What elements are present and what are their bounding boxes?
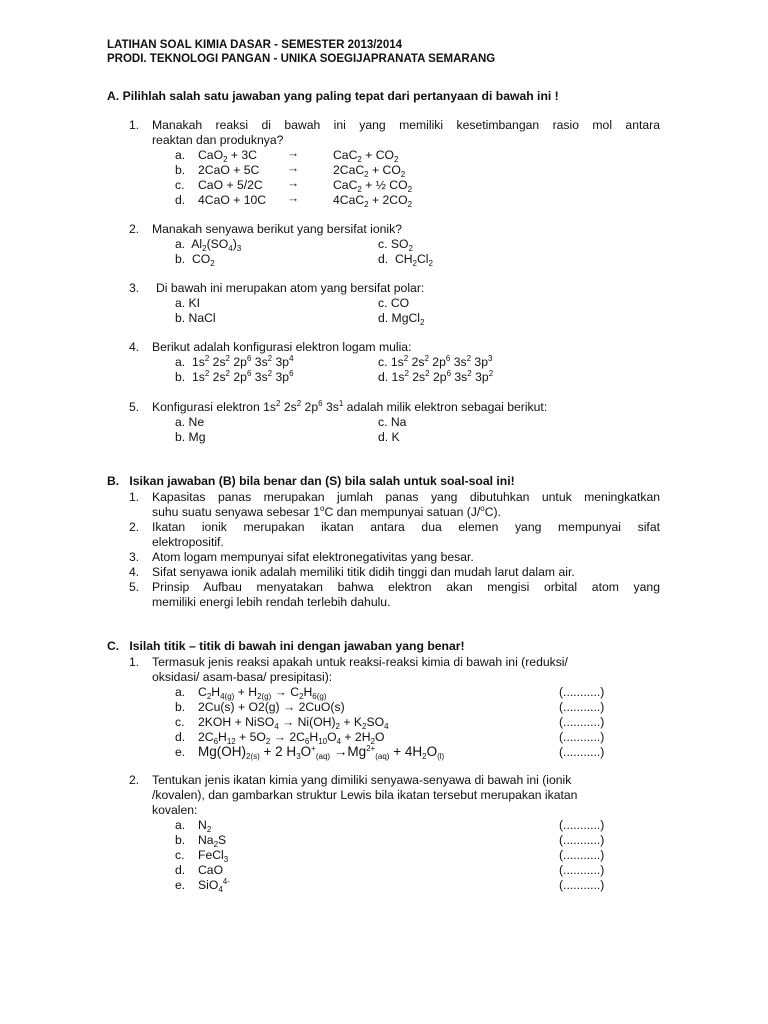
c-q2-letter-c: c. [175, 848, 185, 862]
b-item-5-line2: memiliki energi lebih rendah terlebih dahulu. [152, 595, 391, 609]
a-q3-opt-b: b. NaCl [175, 311, 216, 325]
a-q4-number: 4. [129, 340, 140, 354]
c-q1-blank-e[interactable]: (...........) [559, 745, 605, 759]
c-q2-compound-e: SiO$_4^{4-}$ [198, 877, 230, 894]
c-q1-reaction-b: 2Cu(s) + O2(g) → 2CuO(s) [198, 700, 345, 714]
a-q2-opt-c: c. $SO_2$ [378, 237, 413, 253]
c-q2-letter-e: e. [175, 878, 186, 892]
a-q3-opt-c: c. CO [378, 296, 410, 310]
a-q2-opt-d: d. $CH_2Cl_2$ [378, 252, 433, 268]
c-q1-letter-e: e. [175, 745, 186, 759]
a-q1-opt-b-reactant: 2CaO + 5C [198, 163, 260, 177]
header-line-2: PRODI. TEKNOLOGI PANGAN - UNIKA SOEGIJAPRANATA SEMARANG [107, 53, 496, 65]
a-q1-opt-d-reactant: 4CaO + 10C [198, 193, 267, 207]
a-q1-opt-b-letter: b. [175, 163, 186, 177]
a-q5-opt-c: c. Na [378, 415, 407, 429]
b-item-5-number: 5. [129, 580, 140, 594]
a-q5-opt-a: a. Ne [175, 415, 205, 429]
c-q2-compound-a: $N_2$ [198, 818, 212, 834]
c-q2-blank-a[interactable]: (...........) [559, 818, 605, 832]
a-q2-text: Manakah senyawa berikut yang bersifat ionik? [152, 222, 402, 236]
a-q1-opt-b-product: $2CaC_2 + CO_2$ [333, 163, 406, 179]
a-q1-number: 1. [129, 118, 140, 132]
a-q5-opt-d: d. K [378, 430, 400, 444]
a-q1-line1: Manakah reaksi di bawah ini yang memiliki kesetimbangan rasio mol antara [152, 118, 660, 132]
c-q1-reaction-c: 2KOH + NiSO$_4$ → $Ni(OH)_2 + K_2SO_4$ [198, 715, 389, 731]
b-item-1-line2: suhu suatu senyawa sebesar 1$^o$C dan mempunyai satuan (J/$^o$C). [152, 504, 501, 519]
c-q1-letter-a: a. [175, 685, 186, 699]
a-q1-line2: reaktan dan produknya? [152, 133, 284, 147]
b-item-3-number: 3. [129, 550, 140, 564]
arrow-icon: → [287, 191, 300, 205]
c-q1-blank-b[interactable]: (...........) [559, 700, 605, 714]
a-q1-opt-c-reactant: CaO + 5/2C [198, 178, 263, 192]
c-q1-reaction-e: $Mg(OH)_{2(s)} + 2$ $H_3O^+_{(aq)} \to Mg^{2+}_{(aq)} + 4H_2O_{(l)}$ [198, 744, 445, 761]
a-q2-opt-b: b. $CO_2$ [175, 252, 215, 268]
b-item-4-line1: Sifat senyawa ionik adalah memiliki titik didih tinggi dan mudah larut dalam air. [152, 565, 575, 579]
c-q1-number: 1. [129, 655, 140, 669]
c-q1-letter-d: d. [175, 730, 186, 744]
c-q2-compound-d: CaO [198, 863, 224, 877]
b-item-1-line1: Kapasitas panas merupakan jumlah panas yang dibutuhkan untuk meningkatkan [152, 490, 660, 504]
a-q1-opt-c-letter: c. [175, 178, 185, 192]
a-q4-opt-b: b. $1s^2$ $2s^2$ $2p^6$ $3s^2$ $3p^6$ [175, 369, 294, 384]
c-q1-blank-a[interactable]: (...........) [559, 685, 605, 699]
c-q1-letter-c: c. [175, 715, 185, 729]
c-q2-letter-d: d. [175, 863, 186, 877]
c-q2-compound-b: $Na_2S$ [198, 833, 227, 849]
a-q5-opt-b: b. Mg [175, 430, 206, 444]
b-item-2-line1: Ikatan ionik merupakan ikatan antara dua elemen yang mempunyai sifat [152, 520, 660, 534]
a-q1-opt-a-reactant: CaO$_2$ + 3C [198, 148, 257, 164]
section-b-title: B. Isikan jawaban (B) bila benar dan (S) bila salah untuk soal-soal ini! [107, 474, 515, 488]
arrow-icon: → [287, 146, 300, 160]
b-item-3-line1: Atom logam mempunyai sifat elektronegativitas yang besar. [152, 550, 474, 564]
c-q2-number: 2. [129, 773, 140, 787]
a-q2-number: 2. [129, 222, 140, 236]
b-item-1-number: 1. [129, 490, 140, 504]
a-q3-opt-d: d. MgCl$_2$ [378, 311, 425, 327]
b-item-4-number: 4. [129, 565, 140, 579]
c-q2-blank-e[interactable]: (...........) [559, 878, 605, 892]
c-q2-line1: Tentukan jenis ikatan kimia yang dimiliki senyawa-senyawa di bawah ini (ionik [152, 773, 572, 787]
c-q1-reaction-a: $C_2H_{4(g)} + H_{2(g)} \to C_2H_{6(g)}$ [198, 685, 327, 701]
a-q1-opt-c-product: CaC$_2$ + ½ $CO_2$ [333, 178, 413, 194]
c-q2-blank-d[interactable]: (...........) [559, 863, 605, 877]
a-q1-opt-d-product: $4CaC_2 + 2CO_2$ [333, 193, 413, 209]
c-q2-blank-c[interactable]: (...........) [559, 848, 605, 862]
c-q2-blank-b[interactable]: (...........) [559, 833, 605, 847]
a-q3-number: 3. [129, 281, 140, 295]
c-q1-line2: oksidasi/ asam-basa/ presipitasi): [152, 670, 333, 684]
c-q2-letter-a: a. [175, 818, 186, 832]
a-q2-opt-a: a. $Al_2(SO_4)_3$ [175, 237, 242, 253]
a-q3-text: Di bawah ini merupakan atom yang bersifat polar: [156, 281, 425, 295]
a-q5-text: Konfigurasi elektron $1s^2$ $2s^2$ $2p^6$ $3s^1$ adalah milik elektron sebagai berikut: [152, 399, 548, 414]
c-q1-blank-c[interactable]: (...........) [559, 715, 605, 729]
b-item-2-line2: elektropositif. [152, 535, 224, 549]
c-q1-line1: Termasuk jenis reaksi apakah untuk reaksi-reaksi kimia di bawah ini (reduksi/ [152, 655, 568, 669]
header-line-1: LATIHAN SOAL KIMIA DASAR - SEMESTER 2013/2014 [107, 39, 403, 51]
c-q2-compound-c: FeCl$_3$ [198, 848, 229, 864]
a-q4-text: Berikut adalah konfigurasi elektron logam mulia: [152, 340, 412, 354]
c-q1-reaction-d: $2C_6H_{12} + 5O_2 \to 2C_6H_{10}O_4 + 2H_2O$ [198, 730, 385, 746]
arrow-icon: → [287, 161, 300, 175]
c-q1-letter-b: b. [175, 700, 186, 714]
c-q2-letter-b: b. [175, 833, 186, 847]
c-q2-line3: kovalen: [152, 803, 198, 817]
c-q1-blank-d[interactable]: (...........) [559, 730, 605, 744]
section-a-title: A. Pilihlah salah satu jawaban yang paling tepat dari pertanyaan di bawah ini ! [107, 89, 559, 103]
b-item-2-number: 2. [129, 520, 140, 534]
a-q1-opt-a-product: $CaC_2 + CO_2$ [333, 148, 399, 164]
section-c-title: C. Isilah titik – titik di bawah ini dengan jawaban yang benar! [107, 639, 465, 653]
a-q1-opt-d-letter: d. [175, 193, 186, 207]
b-item-5-line1: Prinsip Aufbau menyatakan bahwa elektron akan mengisi orbital atom yang [152, 580, 660, 594]
a-q5-number: 5. [129, 400, 140, 414]
arrow-icon: → [287, 176, 300, 190]
a-q4-opt-d: d. $1s^2$ $2s^2$ $2p^6$ $3s^2$ $3p^2$ [378, 369, 494, 384]
a-q4-opt-a: a. $1s^2$ $2s^2$ $2p^6$ $3s^2$ $3p^4$ [175, 354, 294, 369]
a-q3-opt-a: a. KI [175, 296, 201, 310]
a-q1-opt-a-letter: a. [175, 148, 186, 162]
c-q2-line2: /kovalen), dan gambarkan struktur Lewis bila ikatan tersebut merupakan ikatan [152, 788, 578, 802]
a-q4-opt-c: c. $1s^2$ $2s^2$ $2p^6$ $3s^2$ $3p^3$ [378, 354, 493, 369]
